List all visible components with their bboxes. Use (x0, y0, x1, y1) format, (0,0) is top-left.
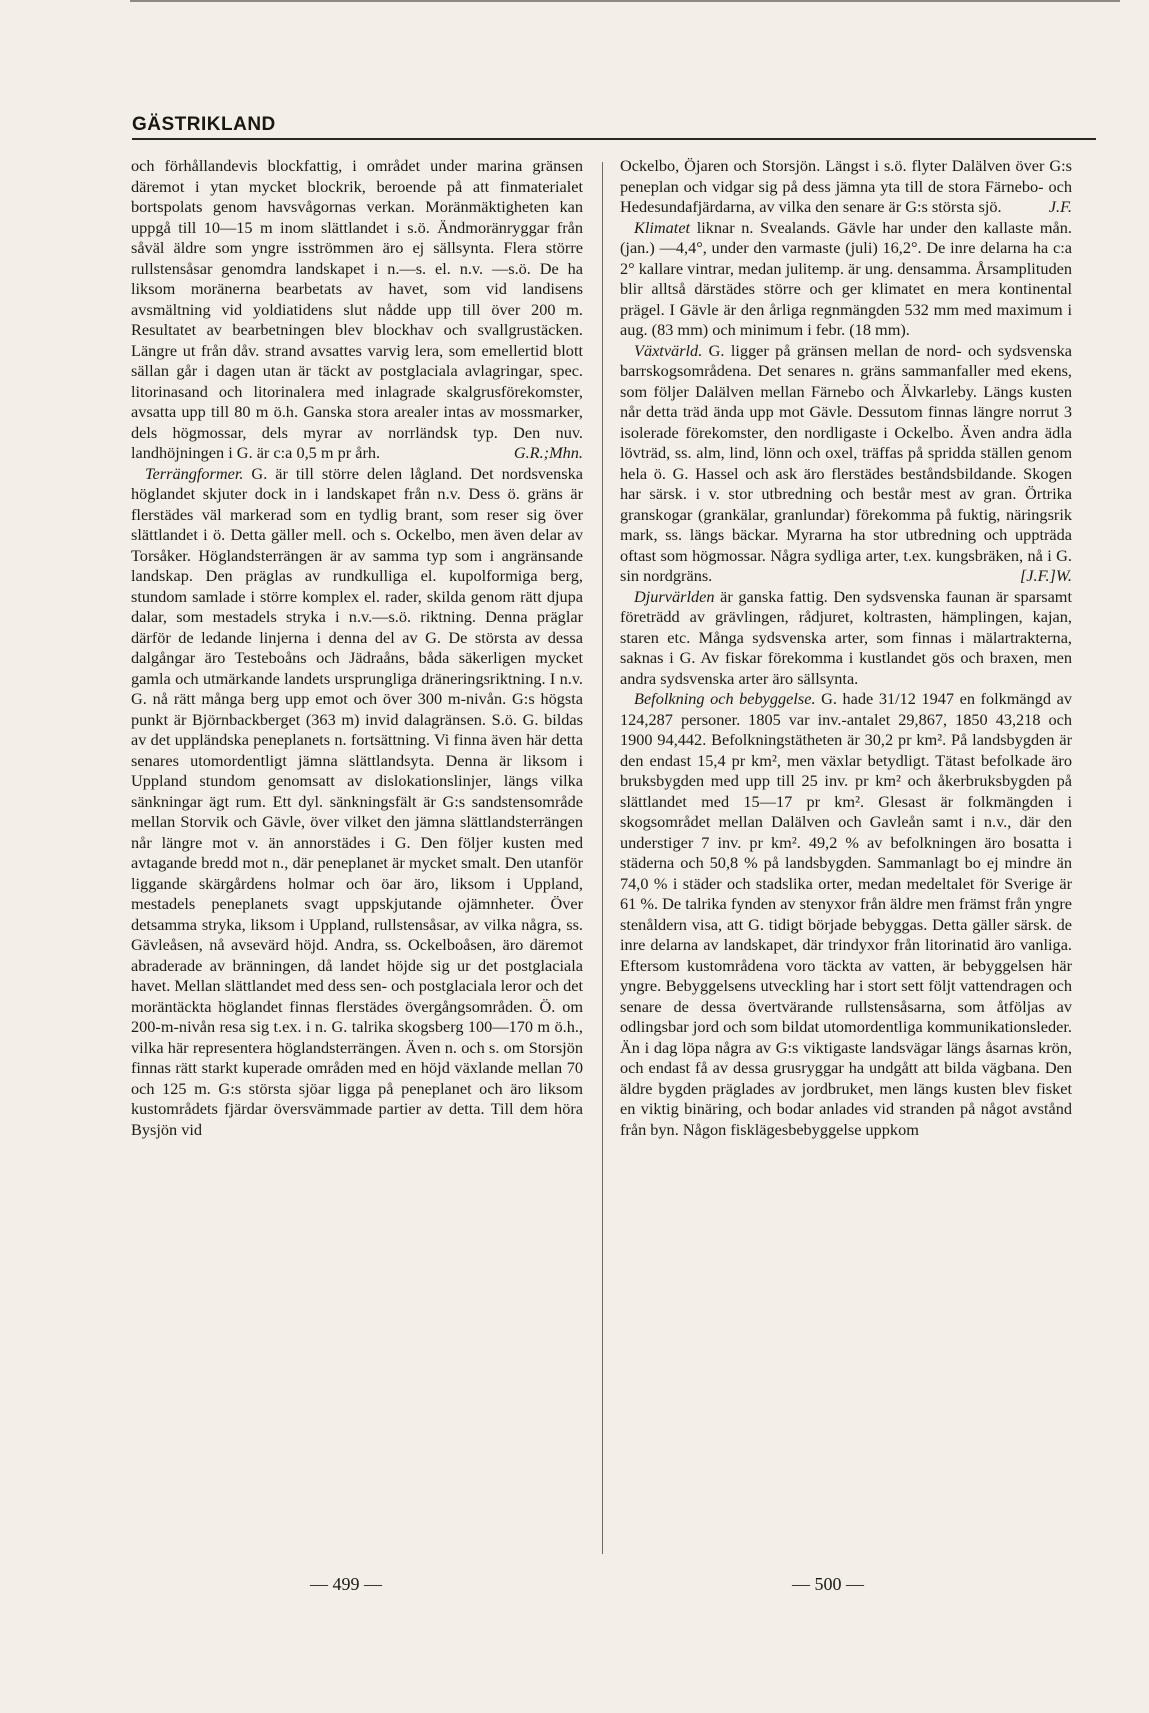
paragraph-text: G. är till större delen lågland. Det nordsvenska höglandet skjuter dock in i landskapet från n.v. Dess ö. gräns är flerstädes väl markerad som en tydlig brant, som reser sig över slättlandet i ö. Detta gäller mell. och s. Ockelbo, men även delar av Torsåker. Höglandsterrängen är av samma typ som i angränsande landskap. Den präglas av rundkulliga el. kupolformiga berg, stundom samlade i större komplex el. rader, skilda genom rätt djupa dalar, som mestadels stryka i n.v.—s.ö. riktning. Denna präglar därför de ledande linjerna i denna del av G. De största av dessa dalgångar äro Testeboåns och Jädraåns, båda säkerligen mycket gamla och utmärkande landets ursprungliga dräneringsriktning. I n.v. G. nå rätt många berg upp emot och över 300 m-nivån. G:s högsta punkt är Björnbackberget (363 m) invid dalagränsen. S.ö. G. bildas av det uppländska peneplanets n. fortsättning. Vi finna även här detta senares utomordentligt jämna slättlandsyta. Denna är liksom i Uppland stundom genomsatt av dislokationslinjer, längs vilka sänkningar ägt rum. Ett dyl. sänkningsfält är G:s sandstensområde mellan Storvik och Gävle, över vilket den jämna slättlandsterrängen når längre mot v. än annorstädes i G. Den följer kusten med avtagande bredd mot n., där peneplanet är mycket smalt. Den utanför liggande skärgårdens holmar och öar äro, liksom i Uppland, mestadels peneplanets svagt uppskjutande ojämnheter. Över detsamma stryka, liksom i Uppland, rullstensåsar, av vilka några, ss. Gävleåsen, nå avsevärd höjd. Andra, ss. Ockelboåsen, äro däremot abraderade av bränningen, då landet höjde sig ur det postglaciala havet. Mellan slättlandet med dess sen- och postglaciala leror och det moräntäckta höglandet finnas flerstädes övergångsområden. Ö. om 200-m-nivån resa sig t.ex. i n. G. talrika skogsberg 100—170 m ö.h., vilka här representera höglandsterrängen. Även n. och s. om Storsjön finnas rätt starkt kuperade områden med en höjd växlande mellan 70 och 125 m. G:s största sjöar ligga på peneplanet och äro liksom kustområdets fjärdar översvämmade partier av detta. Till dem höra Bysjön vid (131, 463, 583, 1139)
right-column (620, 156, 1072, 1140)
running-header: GÄSTRIKLAND (132, 114, 276, 135)
top-edge-rule (130, 0, 1120, 2)
paragraph-text: G. hade 31/12 1947 en folkmängd av 124,287 personer. 1805 var inv.-antalet 29,867, 1850 43,218 och 1900 94,442. Befolkningstätheten är 30,2 pr km². På landsbygden är den endast 15,4 pr km², men växlar betydligt. Tätast befolkade äro bruksbygden med upp till 25 inv. pr km² och åkerbruksbygden på slättlandet med 15—17 pr km². Glesast är folkmängden i skogsområdet mellan Dalälven och Gavleån samt i n.v., där den understiger 7 inv. pr km². 49,2 % av befolkningen äro bosatta i städerna och 50,8 % på landsbygden. Sammanlagt bo ej mindre än 74,0 % i städer och stadslika orter, medan medeltalet för Sverige är 61 %. De talrika fynden av stenyxor från äldre men främst från yngre stenåldern visa, att G. tidigt började bebyggas. Detta gäller särsk. de inre delarna av landskapet, där trindyxor från litorinatid äro vanliga. Eftersom kustområdena voro täckta av vatten, är bebyggelsen här yngre. Bebyggelsens utveckling har i stort sett följt vattendragen och senare de dessa övertvärande rullstensåsarna, som åtföljas av odlingsbar jord och som bildat utomordentliga kommunikationsleder. Än i dag löpa några av G:s viktigaste landsvägar längs åsarnas krön, och endast få av dessa grusryggar ha undgått att bilda vägbana. Den äldre bygden präglades av jordbruket, men längs kusten blev fisket en viktig binäring, och bodar anlades vid stranden på något avstånd från byn. Någon fisklägesbebyggelse uppkom (620, 689, 1073, 1139)
paragraph-text: Ockelbo, Öjaren och Storsjön. Längst i s.ö. flyter Dalälven över G:s peneplan och vidgar sig på dess jämna yta till de stora Färnebo- och Hedesundafjärdarna, av vilka den senare är G:s största sjö. (620, 156, 1072, 216)
section-term: Växtvärld. (634, 340, 703, 360)
paragraph-text: liknar n. Svealands. Gävle har under den kallaste mån. (jan.) —4,4°, under den varmaste (juli) 16,2°. De inre delarna ha c:a 2° kallare vintrar, medan julitemp. är ung. densamma. Årsamplituden blir alltså därstädes större och ger klimatet en mera kontinental prägel. I Gävle är den årliga regnmängden 532 mm med maximum i aug. (83 mm) och minimum i febr. (18 mm). (620, 217, 1072, 339)
paragraph-text: och förhållandevis blockfattig, i området under marina gränsen däremot i ytan mycket blockrik, beroende på att finmaterialet bortspolats genom havsvågornas verkan. Moränmäktigheten kan uppgå till 10—15 m inom slättlandet i s.ö. Ändmoränryggar från såväl äldre som yngre isströmmen äro ej sällsynta. Flera större rullstensåsar genomdra landskapet i n.—s. el. n.v. —s.ö. De ha liksom moränerna bearbetats av havet, som vid landisens avsmältning vid yoldiatidens slut nådde upp till över 200 m. Resultatet av bearbetningen blev blockhav och svallgrustäcken. Längre ut från dåv. strand avsattes varvig lera, som emellertid blott sällan går i dagen utan är täckt av postglaciala avlagringar, spec. litorinasand och litorinalera med inlagrade skalgrusförekomster, avsatta upp till 80 m ö.h. Ganska stora arealer intas av mossmarker, dels högmossar, dels myrar av norrländsk typ. Den nuv. landhöjningen i G. är c:a 0,5 m pr årh. (131, 156, 583, 462)
paragraph-terrain (131, 464, 583, 1141)
column-divider (602, 162, 603, 1554)
paragraph-text: G. ligger på gränsen mellan de nord- och sydsvenska barrskogsområdena. Det senares n. gräns sammanfaller med ekens, som följer Dalälven mellan Färnebo och Älvkarleby. Längs kusten når detta träd ända upp mot Gävle. Dessutom finnas längre norrut 3 isolerade förekomster, den nordligaste i Ockelbo. Även andra ädla lövträd, ss. alm, lind, lönn och oxel, träffas på spridda ställen genom hela ö. G. Hassel och ask äro flerstädes beståndsbildande. Skogen har särsk. i v. stor utbredning och består mest av gran. Örtrika granskogar (grankälar, granlundar) förekomma på fuktig, näringsrik mark, ss. längs bäckar. Myrarna ha stor utbredning och uppträda oftast som högmossar. Några sydliga arter, t.ex. kungsbräken, nå i G. sin nordgräns. (620, 340, 1072, 585)
header-rule (132, 138, 1096, 140)
left-column (131, 156, 583, 1140)
paragraph-geology (131, 156, 583, 464)
section-term: Klimatet (634, 217, 691, 237)
paragraph-climate (620, 218, 1072, 341)
author-signature: G.R.;Mhn. (513, 443, 583, 462)
section-term: Terrängformer. (145, 463, 244, 483)
paragraph-fauna (620, 587, 1072, 690)
page-number-right: — 500 — (792, 1574, 864, 1594)
paragraph-lakes (620, 156, 1072, 218)
author-signature: [J.F.]W. (1019, 566, 1072, 585)
section-term: Befolkning och bebyggelse. (634, 689, 816, 708)
author-signature: J.F. (1048, 197, 1072, 216)
paragraph-text: är ganska fattig. Den sydsvenska faunan är sparsamt företrädd av grävlingen, rådjuret, koltrasten, hämplingen, kajan, staren etc. Många sydsvenska arter, som finnas i mälartrakterna, saknas i G. Av fiskar förekomma i kustlandet gös och braxen, men andra sydsvenska arter äro sällsynta. (620, 586, 1072, 688)
section-term: Djurvärlden (634, 586, 715, 606)
paragraph-population (620, 689, 1072, 1140)
page-number-left: — 499 — (310, 1574, 382, 1594)
paragraph-flora (620, 341, 1072, 587)
